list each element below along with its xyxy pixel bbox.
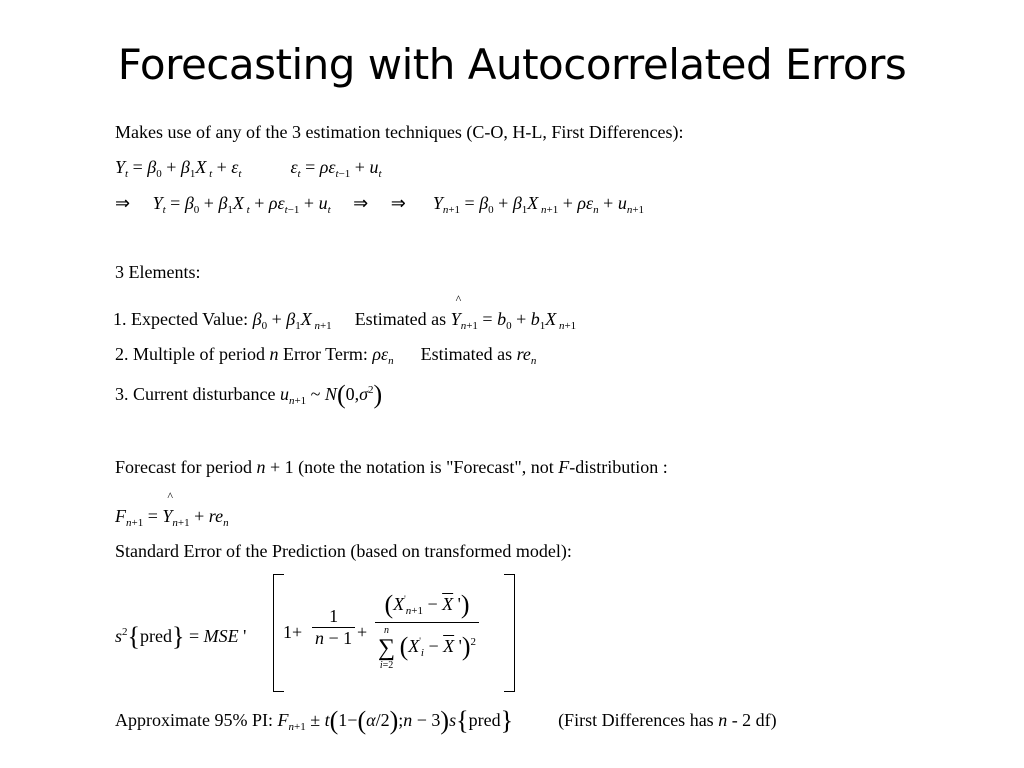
pi-label: Approximate 95% PI: [115, 710, 273, 730]
slide-title: Forecasting with Autocorrelated Errors [117, 40, 907, 89]
se-frac-1: $\frac{1}{n - 1}$ [312, 606, 355, 649]
forecast-line: Forecast for period n + 1 (note the notation is "Forecast", not F-distribution : [115, 457, 668, 477]
se-label: Standard Error of the Prediction (based on transformed model): [115, 541, 572, 561]
pi-line: Approximate 95% PI: $F_{n+1}$ ± t(1−(α/2);n − 3)s{pred} (First Differences has n - 2 df) [115, 706, 777, 735]
element-2-label: 2. Multiple of period [115, 344, 265, 364]
se-one: 1+ [283, 622, 303, 642]
se-frac-2: ($X'_{n+1} - \overline{X}$ ') n ∑ i=2 ($X'_i - \overline{X}$ ')$^2$ [375, 590, 479, 671]
right-bracket [504, 574, 515, 692]
forecast-label: Forecast for period [115, 457, 252, 477]
se-lhs: $s^2\{pred\}$ = MSE ' [115, 622, 247, 651]
element-3-label: 3. Current disturbance [115, 384, 276, 404]
intro-text: Makes use of any of the 3 estimation techniques (C-O, H-L, First Differences): [115, 122, 684, 142]
model-equation: $Y_t = \beta_0 + \beta_1X$ $_t + \varepsilon_t$ $\varepsilon_t = \rho\varepsilon_{t-1} + u_t$ [115, 157, 382, 180]
element-3: 3. Current disturbance $u_{n+1}$ ~ $N(0,\sigma^2)$ [115, 380, 383, 409]
se-plus: + [357, 622, 368, 642]
pi-note-end: - 2 df) [731, 710, 777, 730]
estimated-as-1: Estimated as [354, 309, 447, 329]
element-1-label: 1. Expected Value: [113, 309, 249, 329]
forecast-note-end: -distribution : [569, 457, 668, 477]
element-2: 2. Multiple of period n Error Term: $\rho\varepsilon_n$ Estimated as $re_n$ [115, 344, 537, 367]
forecast-note: (note the notation is "Forecast", not [298, 457, 554, 477]
element-1: 1. Expected Value: $\beta_0 + \beta_1X$ $_{n+1}$ Estimated as ^ $Y_{n+1} = b_0 + b_1X$ $_{n+1}$ [113, 309, 576, 332]
pi-note: (First Differences has [558, 710, 714, 730]
error-term-label: Error Term: [282, 344, 368, 364]
forecast-equation: $F_{n+1}$ = ^ $Y_{n+1} + re_n$ [115, 506, 229, 529]
elements-heading: 3 Elements: [115, 262, 201, 282]
transformed-equation: ⇒ $Y_t = \beta_0 + \beta_1X$ $_t + \rho\varepsilon_{t-1} + u_t$ ⇒ ⇒ $Y_{n+1} = \beta_0 + \beta_1X$ $_{n+1} + \rho\varepsilon_n + u_{n+1}$ [115, 193, 645, 216]
estimated-as-2: Estimated as [420, 344, 513, 364]
